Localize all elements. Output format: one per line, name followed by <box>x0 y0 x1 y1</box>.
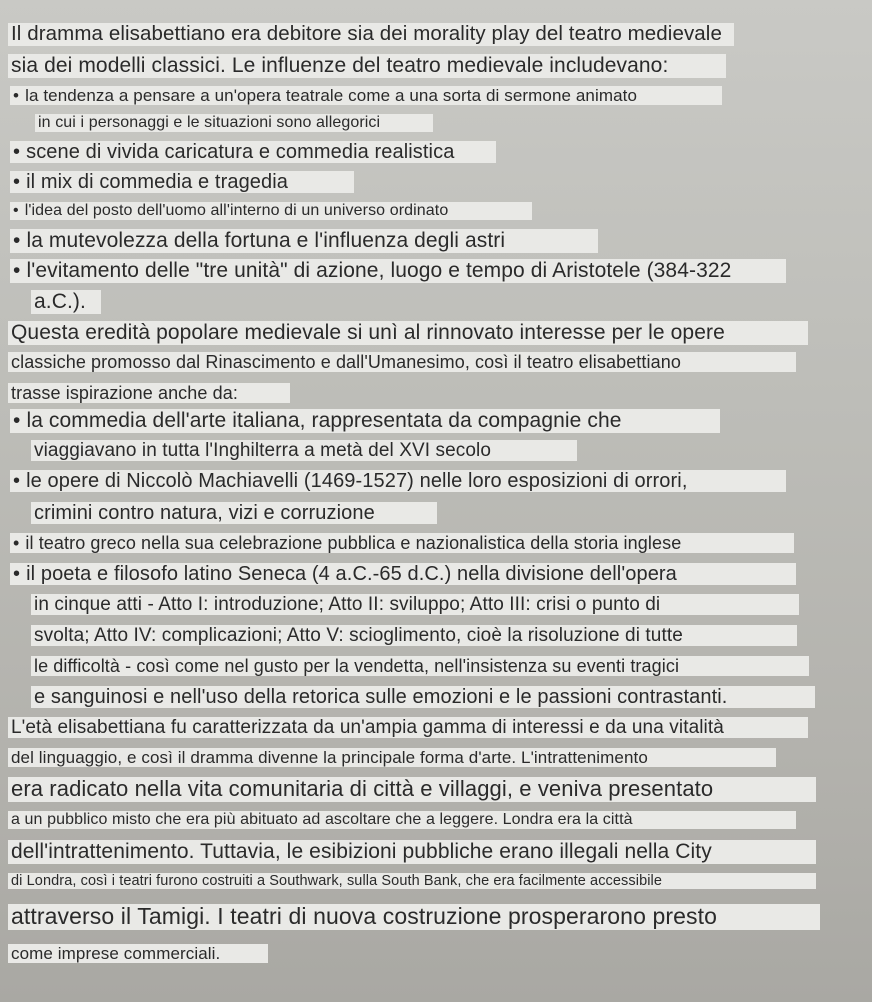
paragraph-3-line-4: a un pubblico misto che era più abituato ad ascoltare che a leggere. Londra era la città <box>8 811 796 829</box>
paragraph-1-line-1: Il dramma elisabettiano era debitore sia dei morality play del teatro medievale <box>8 23 734 46</box>
medieval-influence-item-6-line-1 <box>10 259 786 283</box>
paragraph-3-line-3: era radicato nella vita comunitaria di città e villaggi, e veniva presentato <box>8 777 816 802</box>
list-item-text: il teatro greco nella sua celebrazione pubblica e nazionalistica della storia inglese <box>25 533 682 553</box>
classical-influence-item-4-line-1 <box>10 563 796 585</box>
list-item-text: l'idea del posto dell'uomo all'interno di un universo ordinato <box>24 202 449 219</box>
classical-influence-item-1-line-1 <box>10 409 720 433</box>
medieval-influence-item-2 <box>10 141 496 163</box>
bullet-icon: • <box>13 563 21 585</box>
medieval-influence-item-4 <box>10 202 532 220</box>
bullet-icon: • <box>13 202 19 219</box>
classical-influence-item-2-line-1 <box>10 470 786 492</box>
classical-influence-item-4-line-4: le difficoltà - così come nel gusto per la vendetta, nell'insistenza su eventi tragici <box>31 656 809 676</box>
medieval-influence-item-1-line-2: in cui i personaggi e le situazioni sono allegorici <box>35 114 433 132</box>
bullet-icon: • <box>13 86 20 105</box>
list-item-text: il poeta e filosofo latino Seneca (4 a.C.-65 d.C.) nella divisione dell'opera <box>26 563 677 585</box>
paragraph-2-line-1: Questa eredità popolare medievale si unì al rinnovato interesse per le opere <box>8 321 808 345</box>
classical-influence-item-3 <box>10 533 794 553</box>
classical-influence-item-2-line-2: crimini contro natura, vizi e corruzione <box>31 502 437 524</box>
bullet-icon: • <box>13 533 20 553</box>
list-item-text: il mix di commedia e tragedia <box>26 171 289 193</box>
classical-influence-item-4-line-2: in cinque atti - Atto I: introduzione; Atto II: sviluppo; Atto III: crisi o punto di <box>31 594 799 615</box>
classical-influence-item-4-line-3: svolta; Atto IV: complicazioni; Atto V: scioglimento, cioè la risoluzione di tutte <box>31 625 797 646</box>
medieval-influence-item-5 <box>10 229 598 253</box>
medieval-influence-item-6-line-2: a.C.). <box>31 290 101 314</box>
paragraph-1-line-2: sia dei modelli classici. Le influenze del teatro medievale includevano: <box>8 54 726 78</box>
list-item-text: la commedia dell'arte italiana, rappresentata da compagnie che <box>26 409 622 432</box>
list-item-text: la tendenza a pensare a un'opera teatrale come a una sorta di sermone animato <box>25 86 638 105</box>
bullet-icon: • <box>13 470 21 492</box>
bullet-icon: • <box>13 409 21 432</box>
paragraph-2-line-2: classiche promosso dal Rinascimento e dall'Umanesimo, così il teatro elisabettiano <box>8 352 796 372</box>
paragraph-3-line-7: attraverso il Tamigi. I teatri di nuova costruzione prosperarono presto <box>8 904 820 930</box>
bullet-icon: • <box>13 171 21 193</box>
list-item-text: la mutevolezza della fortuna e l'influenza degli astri <box>26 229 506 252</box>
paragraph-3-line-2: del linguaggio, e così il dramma divenne la principale forma d'arte. L'intrattenimento <box>8 748 776 767</box>
list-item-text: scene di vivida caricatura e commedia realistica <box>26 141 455 163</box>
bullet-icon: • <box>13 259 21 282</box>
paragraph-3-line-8: come imprese commerciali. <box>8 944 268 963</box>
paragraph-3-line-6: di Londra, così i teatri furono costruiti a Southwark, sulla South Bank, che era facilmente accessibile <box>8 873 816 889</box>
paragraph-2-line-3: trasse ispirazione anche da: <box>8 383 290 403</box>
medieval-influence-item-1-line-1 <box>10 86 722 105</box>
paragraph-3-line-1: L'età elisabettiana fu caratterizzata da un'ampia gamma di interessi e da una vitalità <box>8 717 808 738</box>
list-item-text: le opere di Niccolò Machiavelli (1469-1527) nelle loro esposizioni di orrori, <box>26 470 688 492</box>
bullet-icon: • <box>13 141 21 163</box>
paragraph-3-line-5: dell'intrattenimento. Tuttavia, le esibizioni pubbliche erano illegali nella City <box>8 840 816 864</box>
medieval-influence-item-3 <box>10 171 354 193</box>
bullet-icon: • <box>13 229 21 252</box>
classical-influence-item-4-line-5: e sanguinosi e nell'uso della retorica sulle emozioni e le passioni contrastanti. <box>31 686 815 708</box>
classical-influence-item-1-line-2: viaggiavano in tutta l'Inghilterra a metà del XVI secolo <box>31 440 577 461</box>
list-item-text: l'evitamento delle "tre unità" di azione, luogo e tempo di Aristotele (384-322 <box>26 259 732 282</box>
